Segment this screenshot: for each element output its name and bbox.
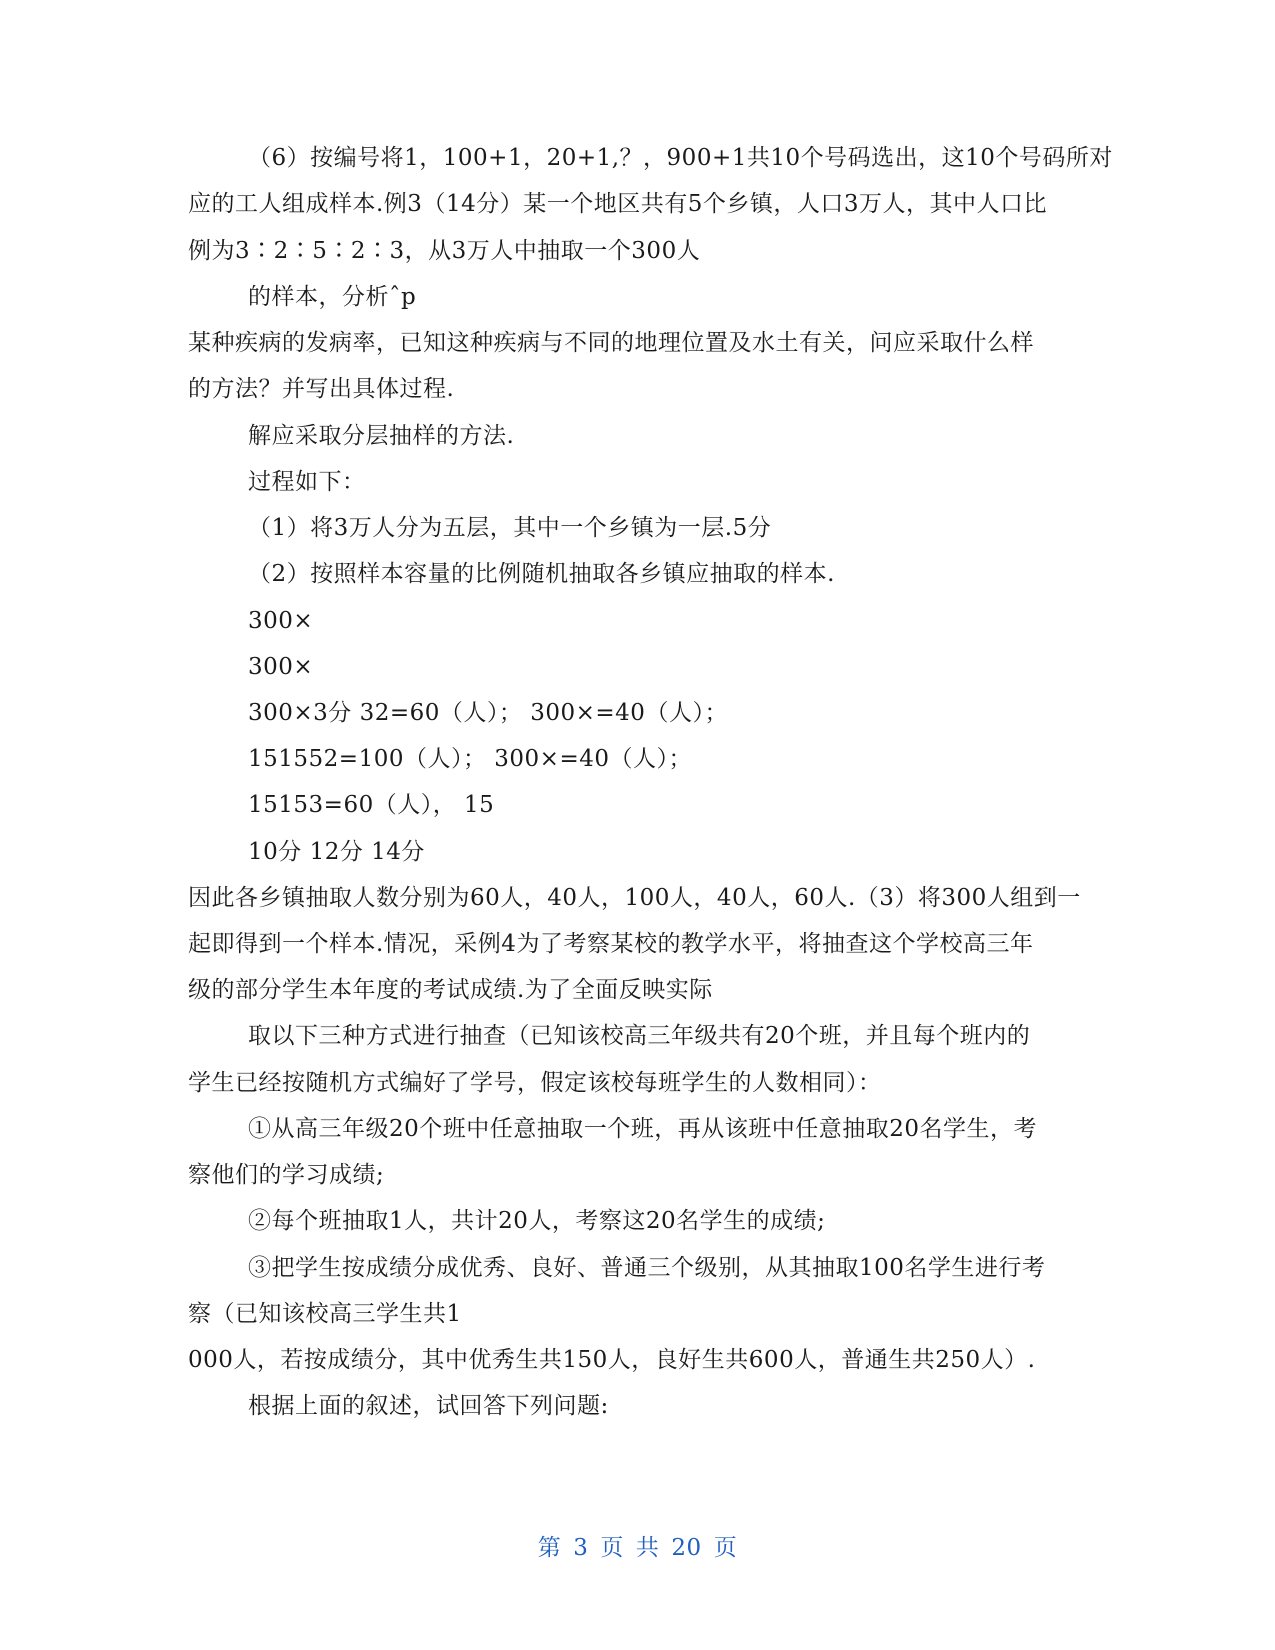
text-line: 15153=60（人）， 15: [248, 792, 495, 818]
text-line: 过程如下：: [248, 469, 366, 495]
text-line: （1）将3万人分为五层，其中一个乡镇为一层.5分: [248, 515, 772, 541]
text-line: 300×3分 32=60（人）； 300×=40（人）；: [248, 700, 728, 726]
text-line: 例为3∶2∶5∶2∶3，从3万人中抽取一个300人: [188, 238, 701, 264]
footer-ye: 页: [600, 1535, 624, 1561]
text-line: 察他们的学习成绩;: [188, 1162, 385, 1188]
text-line: （2）按照样本容量的比例随机抽取各乡镇应抽取的样本.: [248, 561, 835, 587]
text-line: 300×: [248, 654, 314, 680]
text-line: 取以下三种方式进行抽查（已知该校高三年级共有20个班，并且每个班内的: [248, 1023, 1031, 1049]
text-line: ②每个班抽取1人，共计20人，考察这20名学生的成绩;: [248, 1208, 826, 1234]
text-line: 的方法？并写出具体过程.: [188, 376, 455, 402]
text-line: 某种疾病的发病率，已知这种疾病与不同的地理位置及水土有关，问应采取什么样: [188, 330, 1034, 356]
text-line: 应的工人组成样本.例3（14分）某一个地区共有5个乡镇，人口3万人，其中人口比: [188, 191, 1047, 217]
text-line: 解应采取分层抽样的方法.: [248, 423, 515, 449]
text-line: 10分 12分 14分: [248, 839, 425, 865]
footer-di: 第: [537, 1535, 562, 1561]
text-line: 察（已知该校高三学生共1: [188, 1301, 462, 1327]
text-line: 000人，若按成绩分，其中优秀生共150人，良好生共600人，普通生共250人）.: [188, 1347, 1036, 1373]
text-line: 学生已经按随机方式编好了学号，假定该校每班学生的人数相同）：: [188, 1070, 882, 1096]
footer-ye2: 页: [713, 1535, 738, 1561]
text-line: 的样本，分析ˆp: [248, 284, 417, 310]
text-line: ①从高三年级20个班中任意抽取一个班，再从该班中任意抽取20名学生，考: [248, 1116, 1038, 1142]
text-line: 300×: [248, 608, 314, 634]
text-line: （6）按编号将1，100+1，20+1,？，900+1共10个号码选出，这10个号码所对: [248, 145, 1113, 171]
page-footer: [0, 1533, 1275, 1563]
footer-total-pages: 20: [671, 1535, 702, 1561]
text-line: 因此各乡镇抽取人数分别为60人，40人，100人，40人，60人.（3）将300人组到一: [188, 885, 1081, 911]
text-line: ③把学生按成绩分成优秀、良好、普通三个级别，从其抽取100名学生进行考: [248, 1255, 1046, 1281]
footer-gong: 共: [635, 1535, 660, 1561]
text-line: 级的部分学生本年度的考试成绩.为了全面反映实际: [188, 977, 713, 1003]
footer-page-number: 3: [573, 1535, 589, 1561]
text-line: 151552=100（人）； 300×=40（人）；: [248, 746, 692, 772]
text-line: 根据上面的叙述，试回答下列问题:: [248, 1393, 609, 1419]
text-line: 起即得到一个样本.情况，采例4为了考察某校的教学水平，将抽查这个学校高三年: [188, 931, 1034, 957]
